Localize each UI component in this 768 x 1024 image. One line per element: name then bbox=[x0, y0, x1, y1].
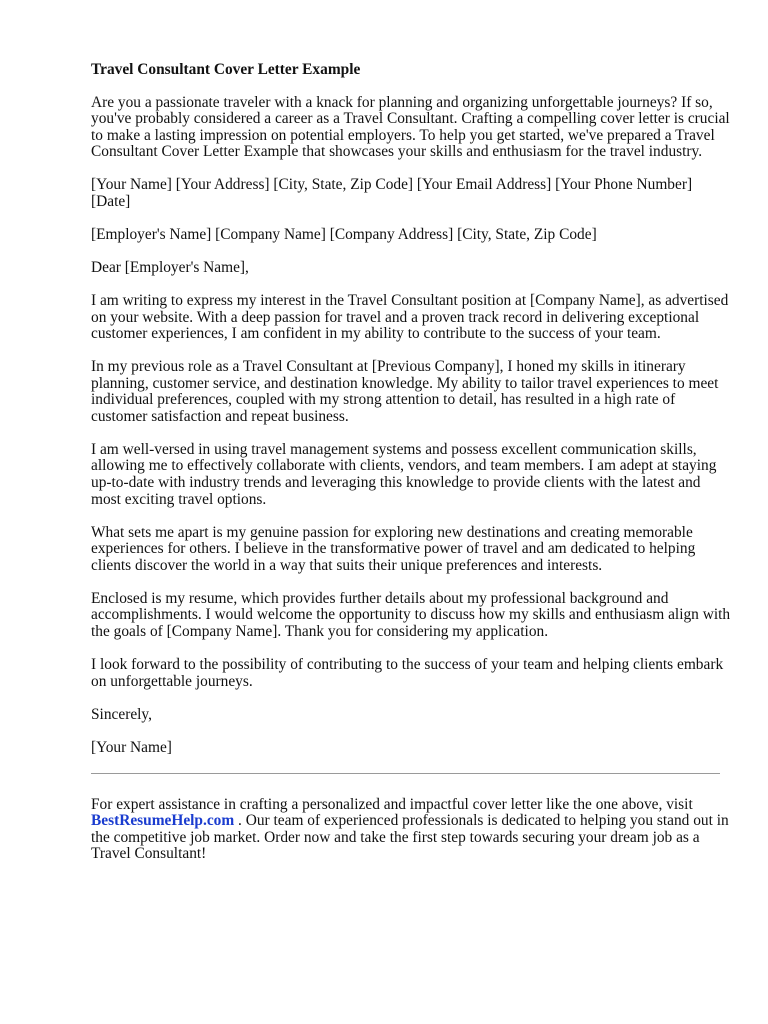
footer-divider bbox=[91, 773, 720, 774]
signature: [Your Name] bbox=[91, 738, 172, 756]
recipient-address-block: [Employer's Name] [Company Name] [Company Address] [City, State, Zip Code] bbox=[91, 225, 597, 243]
bestresumehelp-link[interactable]: BestResumeHelp.com bbox=[91, 812, 235, 830]
salutation: Dear [Employer's Name], bbox=[91, 258, 249, 276]
body-paragraph-3: I am well-versed in using travel management systems and possess excellent communication skills, allowing me to effectively collaborate with clients, vendors, and team members. I am adept at staying up-to-date with industry trends and leveraging this knowledge to provide clients with the latest and most exciting travel options. bbox=[91, 440, 717, 508]
body-paragraph-5: Enclosed is my resume, which provides further details about my professional background and accomplishments. I would welcome the opportunity to discuss how my skills and enthusiasm align with the goals of [Company Name]. Thank you for considering my application. bbox=[91, 589, 731, 640]
closing: Sincerely, bbox=[91, 705, 152, 723]
footer-promo bbox=[91, 797, 731, 863]
body-paragraph-4: What sets me apart is my genuine passion for exploring new destinations and creating memorable experiences for others. I believe in the transformative power of travel and am dedicated to helping clients discover the world in a way that suits their unique preferences and interests. bbox=[91, 523, 696, 574]
document-title: Travel Consultant Cover Letter Example bbox=[91, 61, 361, 78]
document-page bbox=[91, 60, 731, 878]
footer-text-after-link: . Our team of experienced professionals is dedicated to helping you stand out in the competitive job market. Order now and take the first step towards securing your dream job as a Travel Consultant! bbox=[91, 812, 729, 863]
intro-paragraph: Are you a passionate traveler with a knack for planning and organizing unforgettable journeys? If so, you've probably considered a career as a Travel Consultant. Crafting a compelling cover letter is crucial to make a lasting impression on potential employers. To help you get started, we've prepared a Travel Consultant Cover Letter Example that showcases your skills and enthusiasm for the travel industry. bbox=[91, 93, 730, 161]
sender-address-block: [Your Name] [Your Address] [City, State, Zip Code] [Your Email Address] [Your Phone Number] [Date] bbox=[91, 176, 693, 210]
body-paragraph-2: In my previous role as a Travel Consultant at [Previous Company], I honed my skills in itinerary planning, customer service, and destination knowledge. My ability to tailor travel experiences to meet individual preferences, coupled with my strong attention to detail, has resulted in a high rate of customer satisfaction and repeat business. bbox=[91, 358, 719, 425]
body-paragraph-6: I look forward to the possibility of contributing to the success of your team and helping clients embark on unforgettable journeys. bbox=[91, 655, 724, 690]
body-paragraph-1: I am writing to express my interest in the Travel Consultant position at [Company Name], as advertised on your website. With a deep passion for travel and a proven track record in delivering exceptional customer experiences, I am confident in my ability to contribute to the success of your team. bbox=[91, 291, 729, 343]
footer-text-before-link: For expert assistance in crafting a personalized and impactful cover letter like the one above, visit bbox=[91, 795, 693, 813]
